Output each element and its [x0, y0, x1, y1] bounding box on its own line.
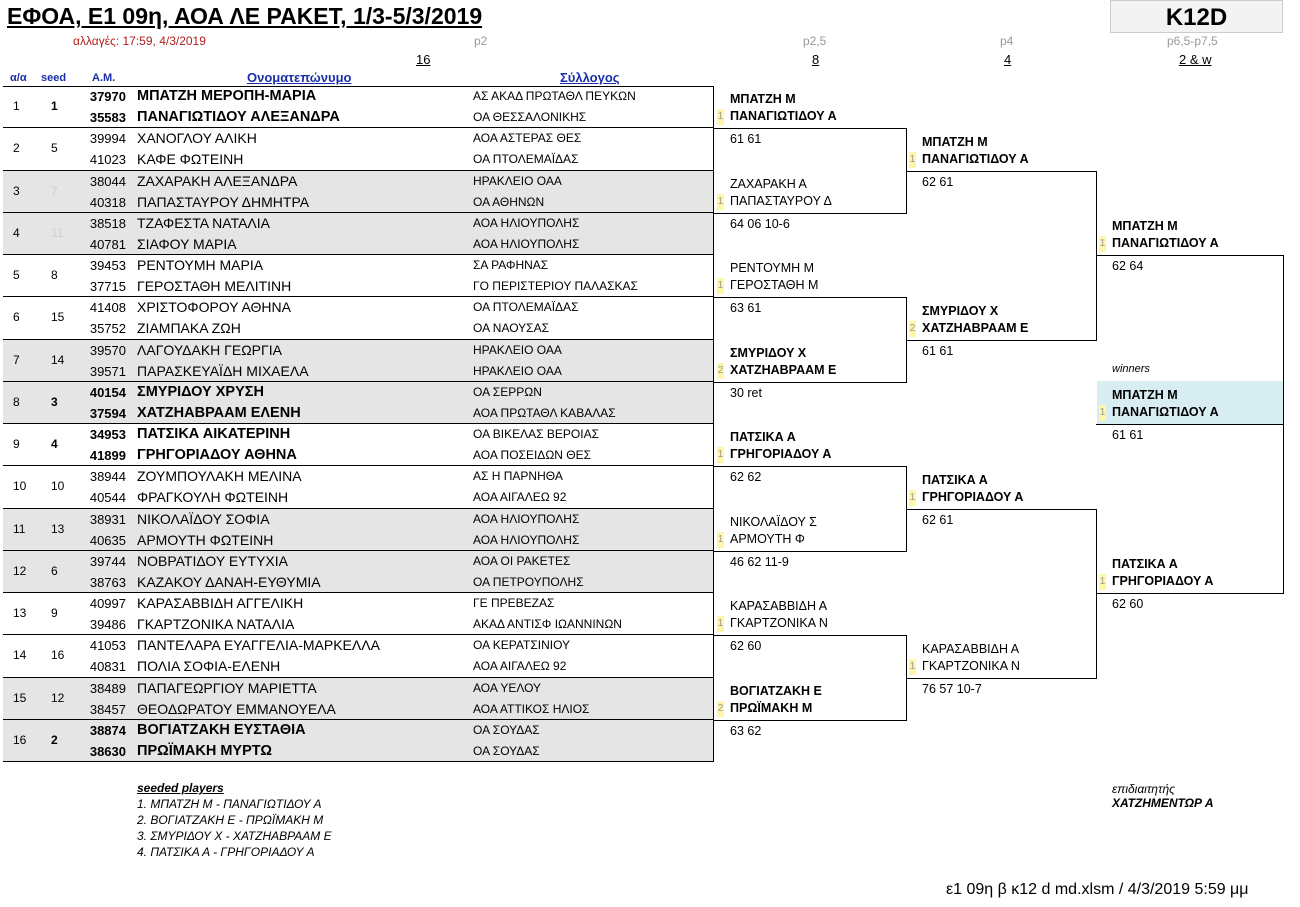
winner-name-b: ΠΑΠΑΣΤΑΥΡΟΥ Δ [730, 193, 832, 208]
winner-name-b: ΓΚΑΡΤΖΟΝΙΚΑ Ν [922, 658, 1020, 673]
winner-name-b: ΑΡΜΟΥΤΗ Φ [730, 531, 805, 546]
player-club: ΓΕ ΠΡΕΒΕΖΑΣ [473, 596, 555, 610]
points-round2: p2,5 [803, 34, 827, 48]
winner-name-a: ΜΠΑΤΖΗ Μ [1112, 219, 1178, 233]
player-club: ΑΟΑ ΠΟΣΕΙΔΩΝ ΘΕΣ [473, 448, 592, 462]
player-club: ΟΑ ΣΟΥΔΑΣ [473, 743, 540, 758]
player-club: ΗΡΑΚΛΕΙΟ ΟΑΑ [473, 173, 562, 188]
player-am: 39571 [89, 363, 126, 379]
bracket-line [714, 720, 906, 721]
player-am: 39744 [89, 553, 126, 569]
seeded-item: 3. ΣΜΥΡΙΔΟΥ Χ - ΧΑΤΖΗΑΒΡΑΑΜ Ε [137, 829, 332, 843]
player-am: 41023 [89, 152, 126, 168]
bracket-line [714, 213, 906, 214]
winner-name-b: ΧΑΤΖΗΑΒΡΑΑΜ Ε [922, 320, 1029, 335]
winner-name-b: ΓΡΗΓΟΡΙΑΔΟΥ Α [922, 489, 1024, 504]
entry-seed: 9 [51, 606, 58, 620]
draw-entry [3, 382, 714, 424]
draw-entry [3, 340, 714, 382]
winner-name-b: ΓΚΑΡΤΖΟΝΙΚΑ Ν [730, 616, 828, 631]
bracket-line [906, 340, 1096, 341]
winner-name-a: ΚΑΡΑΣΑΒΒΙΔΗ Α [730, 599, 828, 614]
changes-timestamp: αλλαγές: 17:59, 4/3/2019 [73, 34, 206, 48]
player-row [3, 128, 714, 149]
entry-seed: 8 [51, 268, 58, 282]
winner-name-a: ΒΟΓΙΑΤΖΑΚΗ Ε [730, 683, 822, 698]
bracket-line [906, 509, 1096, 510]
header-name: Ονοματεπώνυμο [247, 70, 352, 85]
table-top-border [3, 86, 714, 87]
entry-seed: 3 [51, 394, 58, 409]
entry-no: 5 [13, 268, 20, 282]
seeded-title: seeded players [137, 781, 224, 795]
player-club: ΑΟΑ ΗΛΙΟΥΠΟΛΗΣ [473, 511, 580, 526]
player-row [3, 318, 714, 339]
player-am: 39486 [89, 617, 126, 632]
match-score: 76 57 10-7 [922, 681, 982, 696]
player-am: 38630 [89, 743, 126, 759]
draw-entry [3, 466, 714, 508]
winner-index-marker: 2 [717, 701, 724, 717]
entry-no: 6 [13, 310, 20, 325]
player-name: ΡΕΝΤΟΥΜΗ ΜΑΡΙΑ [137, 257, 264, 273]
player-row [3, 234, 714, 255]
entry-no: 13 [13, 606, 27, 620]
winners-label: winners [1112, 363, 1150, 375]
match-score: 61 61 [730, 132, 762, 147]
player-row [3, 720, 714, 741]
entry-no: 12 [13, 563, 27, 578]
player-name: ΑΡΜΟΥΤΗ ΦΩΤΕΙΝΗ [137, 531, 274, 548]
draw-entry [3, 424, 714, 466]
draw-entry [3, 86, 714, 128]
draw-entry [3, 593, 714, 635]
champion-name-b: ΠΑΝΑΓΙΩΤΙΔΟΥ Α [1112, 405, 1219, 419]
player-row [3, 741, 714, 762]
player-row [3, 614, 714, 635]
points-round4: p6,5-p7,5 [1167, 34, 1218, 48]
player-am: 34953 [89, 427, 126, 442]
entry-no: 8 [13, 394, 20, 409]
file-footer: ε1 09η β κ12 d md.xlsm / 4/3/2019 5:59 μμ [946, 881, 1249, 898]
player-name: ΓΕΡΟΣΤΑΘΗ ΜΕΛΙΤΙΝΗ [137, 278, 292, 294]
winner-name-a: ΠΑΤΣΙΚΑ Α [922, 472, 988, 487]
bracket-line [714, 382, 906, 383]
header-am: Α.Μ. [92, 72, 116, 84]
player-club: ΑΚΑΔ ΑΝΤΙΣΦ ΙΩΑΝΝΙΝΩΝ [473, 617, 622, 631]
player-am: 40635 [89, 532, 126, 548]
entry-no: 11 [13, 521, 26, 536]
winner-index-marker: 2 [717, 363, 724, 379]
winner-name-b: ΓΡΗΓΟΡΙΑΔΟΥ Α [730, 447, 832, 462]
player-name: ΠΟΛΙΑ ΣΟΦΙΑ-ΕΛΕΝΗ [137, 658, 281, 675]
player-am: 39453 [89, 258, 126, 273]
winner-index-marker: 2 [909, 321, 916, 337]
entry-no: 16 [13, 732, 27, 747]
winner-name-a: ΝΙΚΟΛΑΪΔΟΥ Σ [730, 514, 817, 529]
match-score: 62 61 [922, 174, 954, 189]
player-club: ΑΟΑ ΑΤΤΙΚΟΣ ΗΛΙΟΣ [473, 701, 590, 716]
winner-name-b: ΓΕΡΟΣΤΑΘΗ Μ [730, 278, 819, 293]
player-row [3, 361, 714, 382]
bracket-line [906, 678, 1096, 679]
entry-no: 10 [13, 479, 27, 494]
winner-name-b: ΠΑΝΑΓΙΩΤΙΔΟΥ Α [922, 151, 1029, 166]
bracket-line [906, 171, 1096, 172]
player-row [3, 466, 714, 487]
player-club: ΑΟΑ ΑΣΤΕΡΑΣ ΘΕΣ [473, 131, 582, 146]
bracket-line [714, 128, 906, 129]
entry-seed: 13 [51, 521, 65, 536]
player-row [3, 445, 714, 466]
player-name: ΒΟΓΙΑΤΖΑΚΗ ΕΥΣΤΑΘΙΑ [137, 721, 306, 738]
player-club: ΑΟΑ ΑΙΓΑΛΕΩ 92 [473, 490, 567, 505]
player-row [3, 149, 714, 170]
player-club: ΟΑ ΝΑΟΥΣΑΣ [473, 321, 550, 336]
player-name: ΤΖΑΦΕΣΤΑ ΝΑΤΑΛΙΑ [137, 214, 271, 231]
player-row [3, 276, 714, 297]
player-name: ΠΑΤΣΙΚΑ ΑΙΚΑΤΕΡΙΝΗ [137, 426, 291, 442]
player-name: ΣΙΑΦΟΥ ΜΑΡΙΑ [137, 235, 237, 252]
player-row [3, 572, 714, 593]
player-row [3, 656, 714, 677]
player-row [3, 635, 714, 656]
player-am: 38944 [89, 469, 126, 485]
player-club: ΗΡΑΚΛΕΙΟ ΟΑΑ [473, 342, 562, 357]
player-club: ΑΟΑ ΑΙΓΑΛΕΩ 92 [473, 659, 567, 674]
match-score: 62 60 [730, 639, 762, 654]
player-row [3, 86, 714, 107]
match-score: 63 62 [730, 723, 762, 738]
winner-index-marker: 1 [1099, 236, 1106, 252]
winner-index-marker: 1 [717, 278, 724, 294]
match-score: 30 ret [730, 385, 762, 400]
count-round2: 8 [812, 52, 820, 67]
player-am: 40318 [89, 194, 126, 210]
entry-no: 2 [13, 141, 20, 156]
player-name: ΖΙΑΜΠΑΚΑ ΖΩΗ [137, 320, 241, 337]
player-row [3, 382, 714, 403]
player-row [3, 107, 714, 128]
page-title: ΕΦΟΑ, Ε1 09η, ΑΟΑ ΛΕ ΡΑΚΕΤ, 1/3-5/3/2019 [7, 3, 483, 29]
player-club: ΟΑ ΒΙΚΕΛΑΣ ΒΕΡΟΙΑΣ [473, 427, 600, 441]
player-row [3, 593, 714, 614]
winner-index-marker: 1 [717, 532, 724, 548]
player-club: ΓΟ ΠΕΡΙΣΤΕΡΙΟΥ ΠΑΛΑΣΚΑΣ [473, 279, 638, 293]
player-row [3, 213, 714, 234]
player-name: ΧΑΝΟΓΛΟΥ ΑΛΙΚΗ [137, 130, 257, 147]
winner-index-marker: 1 [909, 659, 916, 675]
winner-name-a: ΠΑΤΣΙΚΑ Α [730, 430, 796, 445]
player-club: ΟΑ ΘΕΣΣΑΛΟΝΙΚΗΣ [473, 110, 587, 124]
draw-entry [3, 678, 714, 720]
player-row [3, 340, 714, 361]
player-am: 35752 [89, 321, 126, 337]
seeded-item: 2. ΒΟΓΙΑΤΖΑΚΗ Ε - ΠΡΩΪΜΑΚΗ Μ [137, 813, 324, 827]
player-row [3, 530, 714, 551]
player-am: 35583 [89, 110, 126, 125]
winner-index-marker: 1 [717, 447, 724, 463]
player-row [3, 403, 714, 424]
player-club: ΣΑ ΡΑΦΗΝΑΣ [473, 258, 549, 272]
player-name: ΚΑΦΕ ΦΩΤΕΙΝΗ [137, 151, 244, 168]
winner-name-a: ΣΜΥΡΙΔΟΥ Χ [922, 303, 999, 318]
category-code: Κ12D [1110, 0, 1283, 33]
player-name: ΝΙΚΟΛΑΪΔΟΥ ΣΟΦΙΑ [137, 510, 270, 527]
draw-entry [3, 297, 714, 339]
points-round1: p2 [474, 34, 488, 48]
draw-entry [3, 128, 714, 170]
match-score: 62 61 [922, 512, 954, 527]
match-score: 62 60 [1112, 597, 1144, 611]
header-no: α/α [10, 72, 27, 84]
winner-index-marker: 1 [909, 152, 916, 168]
player-row [3, 678, 714, 699]
player-am: 37970 [89, 89, 126, 104]
count-round1: 16 [416, 52, 431, 67]
player-club: ΑΟΑ ΠΡΩΤΑΘΛ ΚΑΒΑΛΑΣ [473, 405, 616, 420]
champion-name-a: ΜΠΑΤΖΗ Μ [1112, 388, 1178, 402]
player-name: ΚΑΡΑΣΑΒΒΙΔΗ ΑΓΓΕΛΙΚΗ [137, 595, 304, 611]
player-name: ΝΟΒΡΑΤΙΔΟΥ ΕΥΤΥΧΙΑ [137, 552, 288, 569]
player-am: 39994 [89, 131, 126, 147]
header-club: Σύλλογος [560, 70, 620, 85]
player-row [3, 297, 714, 318]
player-name: ΚΑΖΑΚΟΥ ΔΑΝΑΗ-ΕΥΘΥΜΙΑ [137, 573, 321, 590]
player-am: 40997 [89, 596, 126, 611]
match-score: 63 61 [730, 301, 762, 316]
bracket-line [714, 297, 906, 298]
player-name: ΣΜΥΡΙΔΟΥ ΧΡΥΣΗ [137, 383, 264, 400]
draw-entry [3, 551, 714, 593]
entry-no: 1 [13, 99, 20, 113]
match-score: 61 61 [922, 343, 954, 358]
player-club: ΟΑ ΚΕΡΑΤΣΙΝΙΟΥ [473, 638, 571, 653]
player-name: ΖΟΥΜΠΟΥΛΑΚΗ ΜΕΛΙΝΑ [137, 468, 302, 485]
player-name: ΠΑΡΑΣΚΕΥΑΪΔΗ ΜΙΧΑΕΛΑ [137, 362, 309, 379]
winner-name-b: ΠΑΝΑΓΙΩΤΙΔΟΥ Α [730, 109, 837, 124]
player-row [3, 699, 714, 720]
seeded-item: 4. ΠΑΤΣΙΚΑ Α - ΓΡΗΓΟΡΙΑΔΟΥ Α [137, 845, 315, 859]
winner-index-marker: 1 [909, 490, 916, 506]
player-am: 38489 [89, 680, 126, 696]
winner-name-a: ΣΜΥΡΙΔΟΥ Χ [730, 345, 807, 360]
player-name: ΧΡΙΣΤΟΦΟΡΟΥ ΑΘΗΝΑ [137, 299, 291, 316]
entry-seed: 12 [51, 690, 65, 705]
player-am: 41053 [89, 638, 126, 654]
entry-seed: 4 [51, 437, 58, 451]
final-score: 61 61 [1112, 428, 1144, 442]
player-am: 39570 [89, 342, 126, 358]
player-name: ΦΡΑΓΚΟΥΛΗ ΦΩΤΕΙΝΗ [137, 489, 289, 506]
winner-name-a: ΠΑΤΣΙΚΑ Α [1112, 557, 1178, 571]
player-am: 40544 [89, 490, 126, 506]
player-row [3, 487, 714, 508]
player-name: ΠΑΠΑΣΤΑΥΡΟΥ ΔΗΜΗΤΡΑ [137, 193, 310, 210]
count-round3: 4 [1004, 52, 1012, 67]
entry-seed: 5 [51, 141, 58, 156]
draw-entry [3, 213, 714, 255]
winner-index-marker: 1 [717, 109, 724, 125]
player-club: ΟΑ ΣΕΡΡΩΝ [473, 384, 542, 399]
bracket-line [714, 551, 906, 552]
player-club: ΑΣ ΑΚΑΔ ΠΡΩΤΑΘΛ ΠΕΥΚΩΝ [473, 89, 636, 103]
player-club: ΗΡΑΚΛΕΙΟ ΟΑΑ [473, 363, 562, 378]
winner-name-b: ΠΑΝΑΓΙΩΤΙΔΟΥ Α [1112, 236, 1219, 250]
referee-name: ΧΑΤΖΗΜΕΝΤΩΡ Α [1112, 796, 1214, 810]
player-am: 37715 [89, 279, 126, 294]
player-club: ΟΑ ΠΕΤΡΟΥΠΟΛΗΣ [473, 574, 584, 589]
seeded-players [137, 780, 332, 860]
winner-name-a: ΡΕΝΤΟΥΜΗ Μ [730, 261, 815, 276]
player-name: ΠΑΠΑΓΕΩΡΓΙΟΥ ΜΑΡΙΕΤΤΑ [137, 679, 317, 696]
winner-name-b: ΓΡΗΓΟΡΙΑΔΟΥ Α [1112, 574, 1214, 588]
player-am: 40781 [89, 236, 126, 252]
player-am: 41899 [89, 448, 126, 463]
player-am: 40831 [89, 659, 126, 675]
draw-entry [3, 720, 714, 762]
player-club: ΑΟΑ ΗΛΙΟΥΠΟΛΗΣ [473, 532, 580, 547]
player-club: ΑΟΑ ΟΙ ΡΑΚΕΤΕΣ [473, 553, 571, 568]
winner-name-b: ΧΑΤΖΗΑΒΡΑΑΜ Ε [730, 362, 837, 377]
player-name: ΓΚΑΡΤΖΟΝΙΚΑ ΝΑΤΑΛΙΑ [137, 616, 295, 632]
entry-seed: 15 [51, 310, 65, 325]
draw-entry [3, 509, 714, 551]
entry-seed: 16 [51, 648, 65, 663]
player-row [3, 424, 714, 445]
player-club: ΑΟΑ ΥΕΛΟΥ [473, 680, 542, 695]
seeded-item: 1. ΜΠΑΤΖΗ Μ - ΠΑΝΑΓΙΩΤΙΔΟΥ Α [137, 797, 322, 811]
draw-entry [3, 255, 714, 297]
bracket-line [1096, 255, 1283, 256]
draw-table [3, 86, 714, 762]
match-score: 46 62 11-9 [730, 554, 789, 569]
draw-entry [3, 635, 714, 677]
entry-no: 15 [13, 690, 27, 705]
player-row [3, 551, 714, 572]
player-row [3, 192, 714, 213]
player-am: 37594 [89, 405, 126, 421]
match-score: 64 06 10-6 [730, 216, 790, 231]
referee [1112, 782, 1214, 810]
player-name: ΠΑΝΤΕΛΑΡΑ ΕΥΑΓΓΕΛΙΑ-ΜΑΡΚΕΛΛΑ [137, 637, 380, 654]
bracket-line [1096, 424, 1283, 425]
player-name: ΜΠΑΤΖΗ ΜΕΡΟΠΗ-ΜΑΡΙΑ [137, 88, 317, 104]
player-club: ΟΑ ΠΤΟΛΕΜΑΪΔΑΣ [473, 300, 579, 315]
entry-seed: 1 [51, 99, 58, 113]
entry-seed: 7 [51, 183, 58, 198]
winner-name-a: ΖΑΧΑΡΑΚΗ Α [730, 176, 807, 191]
bracket-line [714, 635, 906, 636]
player-club: ΟΑ ΑΘΗΝΩΝ [473, 194, 545, 209]
winner-index-marker: 1 [717, 616, 724, 632]
player-am: 38763 [89, 574, 126, 590]
player-name: ΓΡΗΓΟΡΙΑΔΟΥ ΑΘΗΝΑ [137, 447, 297, 463]
winner-index-marker: 1 [717, 194, 724, 210]
header-seed: seed [41, 72, 67, 84]
referee-label: επιδιαιτητής [1112, 782, 1175, 796]
winner-name-a: ΜΠΑΤΖΗ Μ [730, 92, 796, 107]
player-am: 38874 [89, 722, 126, 738]
entry-no: 3 [13, 183, 20, 198]
player-row [3, 255, 714, 276]
winner-index-marker: 1 [1099, 574, 1106, 590]
player-club: ΟΑ ΠΤΟΛΕΜΑΪΔΑΣ [473, 152, 579, 167]
player-club: ΑΟΑ ΗΛΙΟΥΠΟΛΗΣ [473, 236, 580, 251]
winner-name-a: ΜΠΑΤΖΗ Μ [922, 134, 988, 149]
points-round3: p4 [1000, 34, 1014, 48]
player-am: 41408 [89, 300, 126, 316]
match-score: 62 62 [730, 470, 762, 485]
player-name: ΖΑΧΑΡΑΚΗ ΑΛΕΞΑΝΔΡΑ [137, 172, 298, 189]
winner-index-marker: 1 [1099, 405, 1106, 421]
entry-no: 7 [13, 352, 20, 367]
entry-seed: 14 [51, 352, 65, 367]
entry-seed: 10 [51, 479, 65, 494]
entry-no: 14 [13, 648, 27, 663]
entry-no: 9 [13, 437, 20, 451]
entry-seed: 2 [51, 732, 58, 747]
bracket-line [1096, 593, 1283, 594]
match-score: 62 64 [1112, 259, 1144, 273]
player-row [3, 171, 714, 192]
player-am: 38518 [89, 215, 126, 231]
player-club: ΑΣ Η ΠΑΡΝΗΘΑ [473, 469, 563, 484]
player-club: ΟΑ ΣΟΥΔΑΣ [473, 722, 540, 737]
player-name: ΠΡΩΪΜΑΚΗ ΜΥΡΤΩ [137, 742, 272, 759]
draw-entry [3, 171, 714, 213]
bracket-connector [1283, 255, 1284, 594]
player-name: ΧΑΤΖΗΑΒΡΑΑΜ ΕΛΕΝΗ [137, 404, 301, 421]
count-round4: 2 & w [1179, 52, 1212, 67]
player-am: 40154 [89, 384, 126, 400]
winner-name-b: ΠΡΩΪΜΑΚΗ Μ [730, 700, 813, 715]
entry-no: 4 [13, 225, 20, 240]
player-am: 38931 [89, 511, 126, 527]
player-club: ΑΟΑ ΗΛΙΟΥΠΟΛΗΣ [473, 215, 580, 230]
entry-seed: 11 [51, 225, 64, 240]
player-am: 38457 [89, 701, 126, 717]
bracket-line [714, 466, 906, 467]
player-name: ΠΑΝΑΓΙΩΤΙΔΟΥ ΑΛΕΞΑΝΔΡΑ [137, 109, 340, 125]
winner-name-a: ΚΑΡΑΣΑΒΒΙΔΗ Α [922, 641, 1020, 656]
player-am: 38044 [89, 173, 126, 189]
player-row [3, 509, 714, 530]
player-name: ΘΕΟΔΩΡΑΤΟΥ ΕΜΜΑΝΟΥΕΛΑ [137, 700, 336, 717]
entry-seed: 6 [51, 563, 58, 578]
player-name: ΛΑΓΟΥΔΑΚΗ ΓΕΩΡΓΙΑ [137, 341, 282, 358]
